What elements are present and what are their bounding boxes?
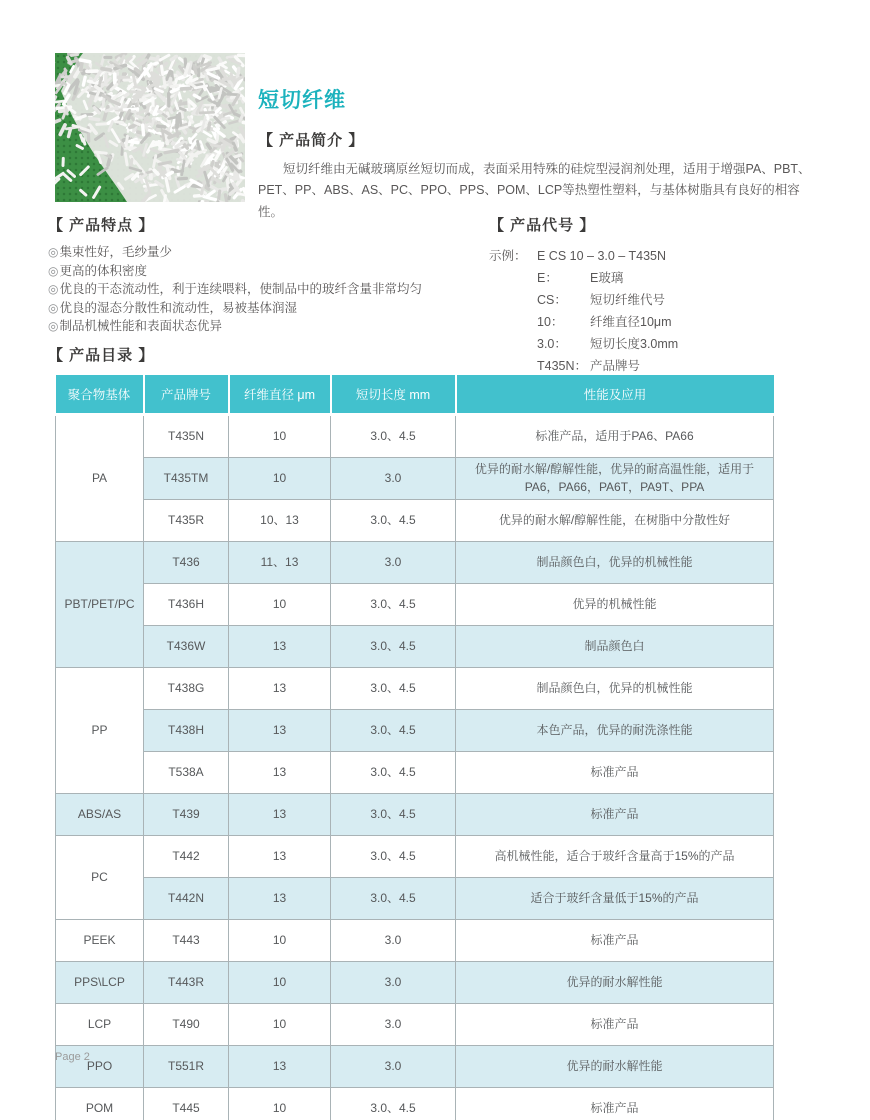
diameter-cell: 10 [229,415,331,458]
performance-cell: 制品颜色白，优异的机械性能 [456,542,774,584]
feature-item [48,262,483,281]
product-catalog-table [55,375,774,1120]
column-header: 纤维直径 μm [229,375,331,415]
diameter-cell: 13 [229,626,331,668]
grade-cell: T438G [144,668,229,710]
features-list [48,243,483,336]
column-header: 产品牌号 [144,375,229,415]
diameter-cell: 13 [229,836,331,878]
feature-text: 制品机械性能和表面状态优异 [59,319,222,333]
diameter-cell: 11、13 [229,542,331,584]
length-cell: 3.0 [331,542,456,584]
performance-cell: 标准产品 [456,1088,774,1120]
grade-cell: T435TM [144,458,229,500]
feature-item [48,299,483,318]
length-cell: 3.0 [331,1004,456,1046]
diameter-cell: 13 [229,878,331,920]
table-header-row [56,375,774,415]
polymer-cell: ABS/AS [56,794,144,836]
performance-cell: 标准产品 [456,752,774,794]
code-desc: 纤维直径10μm [590,315,672,329]
ring-bullet-icon: ◎ [48,319,59,333]
table-row [56,920,774,962]
grade-cell: T443R [144,962,229,1004]
performance-cell: 优异的耐水解/醇解性能，优异的耐高温性能，适用于PA6，PA66，PA6T，PA9T、PPA [456,458,774,500]
features-heading: 【 产品特点 】 [48,217,155,234]
performance-cell: 高机械性能，适合于玻纤含量高于15%的产品 [456,836,774,878]
diameter-cell: 13 [229,794,331,836]
length-cell: 3.0 [331,962,456,1004]
performance-cell: 标准产品 [456,1004,774,1046]
table-row [56,794,774,836]
length-cell: 3.0、4.5 [331,710,456,752]
grade-cell: T439 [144,794,229,836]
length-cell: 3.0、4.5 [331,836,456,878]
diameter-cell: 10 [229,584,331,626]
length-cell: 3.0 [331,458,456,500]
length-cell: 3.0、4.5 [331,752,456,794]
performance-cell: 优异的耐水解性能 [456,1046,774,1088]
length-cell: 3.0 [331,920,456,962]
grade-cell: T435R [144,500,229,542]
code-desc: 产品牌号 [590,359,641,373]
page-number: Page 2 [55,1051,90,1063]
length-cell: 3.0、4.5 [331,668,456,710]
diameter-cell: 10 [229,1004,331,1046]
intro-column [258,84,818,223]
code-key: CS： [537,293,567,307]
code-row [537,311,829,333]
diameter-cell: 10 [229,962,331,1004]
table-row [56,752,774,794]
table-row [56,1004,774,1046]
feature-item [48,317,483,336]
code-desc: 短切纤维代号 [590,293,666,307]
features-section [48,214,483,336]
ring-bullet-icon: ◎ [48,282,59,296]
ring-bullet-icon: ◎ [48,263,59,278]
grade-cell: T436 [144,542,229,584]
polymer-cell: PA [56,415,144,542]
code-key: 10： [537,315,564,329]
feature-text: 更高的体积密度 [59,263,147,278]
code-key: T435N： [537,359,588,373]
table-row [56,878,774,920]
column-header: 性能及应用 [456,375,774,415]
grade-cell: T436H [144,584,229,626]
table-row [56,1046,774,1088]
code-key: 3.0： [537,337,567,351]
grade-cell: T490 [144,1004,229,1046]
performance-cell: 优异的耐水解/醇解性能，在树脂中分散性好 [456,500,774,542]
length-cell: 3.0、4.5 [331,584,456,626]
diameter-cell: 13 [229,668,331,710]
code-example-line [489,245,829,267]
length-cell: 3.0、4.5 [331,626,456,668]
feature-text: 优良的湿态分散性和流动性，易被基体润湿 [59,300,297,315]
grade-cell: T538A [144,752,229,794]
polymer-cell: PC [56,836,144,920]
table-row [56,962,774,1004]
table-row [56,710,774,752]
diameter-cell: 10 [229,920,331,962]
grade-cell: T551R [144,1046,229,1088]
performance-cell: 优异的机械性能 [456,584,774,626]
performance-cell: 优异的耐水解性能 [456,962,774,1004]
intro-paragraph: 短切纤维由无碱玻璃原丝短切而成，表面采用特殊的硅烷型浸润剂处理，适用于增强PA、PBT、PET、PP、ABS、AS、PC、PPO、PPS、POM、LCP等热塑性塑料，与基体树脂具有良好的相容性。 [258,162,811,219]
feature-text: 优良的干态流动性，利于连续喂料，使制品中的玻纤含量非常均匀 [59,282,422,296]
diameter-cell: 10、13 [229,500,331,542]
example-value: E CS 10 – 3.0 – T435N [537,249,667,263]
polymer-cell: POM [56,1088,144,1120]
performance-cell: 标准产品，适用于PA6、PA66 [456,415,774,458]
catalog-heading: 【 产品目录 】 [48,347,155,364]
table-row [56,500,774,542]
table-row [56,415,774,458]
polymer-cell: PEEK [56,920,144,962]
polymer-cell: PPO [56,1046,144,1088]
diameter-cell: 13 [229,1046,331,1088]
diameter-cell: 10 [229,458,331,500]
grade-cell: T442 [144,836,229,878]
table-row [56,626,774,668]
column-header: 聚合物基体 [56,375,144,415]
page-title: 短切纤维 [258,89,346,112]
polymer-cell: PPS\LCP [56,962,144,1004]
performance-cell: 适合于玻纤含量低于15%的产品 [456,878,774,920]
code-desc: E玻璃 [590,271,624,285]
intro-heading: 【 产品简介 】 [258,132,365,149]
table-row [56,458,774,500]
length-cell: 3.0、4.5 [331,794,456,836]
grade-cell: T435N [144,415,229,458]
catalog-table-body [56,415,774,1120]
table-row [56,668,774,710]
table-row [56,836,774,878]
table-row [56,1088,774,1120]
performance-cell: 制品颜色白 [456,626,774,668]
code-desc: 短切长度3.0mm [590,337,679,351]
catalog-section [48,344,778,1120]
diameter-cell: 13 [229,752,331,794]
chopped-fiber-photo [55,53,245,202]
polymer-cell: PP [56,668,144,794]
table-row [56,584,774,626]
grade-cell: T445 [144,1088,229,1120]
feature-item [48,280,483,299]
feature-item [48,243,483,262]
performance-cell: 制品颜色白，优异的机械性能 [456,668,774,710]
grade-cell: T436W [144,626,229,668]
diameter-cell: 10 [229,1088,331,1120]
code-row [537,267,829,289]
performance-cell: 本色产品，优异的耐洗涤性能 [456,710,774,752]
diameter-cell: 13 [229,710,331,752]
grade-cell: T442N [144,878,229,920]
length-cell: 3.0、4.5 [331,1088,456,1120]
code-row [537,289,829,311]
ring-bullet-icon: ◎ [48,245,59,259]
length-cell: 3.0、4.5 [331,415,456,458]
length-cell: 3.0、4.5 [331,500,456,542]
performance-cell: 标准产品 [456,920,774,962]
length-cell: 3.0、4.5 [331,878,456,920]
code-key: E： [537,271,558,285]
table-row [56,542,774,584]
polymer-cell: PBT/PET/PC [56,542,144,668]
example-label: 示例： [489,249,527,263]
grade-cell: T443 [144,920,229,962]
feature-text: 集束性好，毛纱量少 [59,245,172,259]
codes-heading: 【 产品代号 】 [489,217,596,234]
column-header: 短切长度 mm [331,375,456,415]
grade-cell: T438H [144,710,229,752]
length-cell: 3.0 [331,1046,456,1088]
performance-cell: 标准产品 [456,794,774,836]
polymer-cell: LCP [56,1004,144,1046]
ring-bullet-icon: ◎ [48,300,59,315]
